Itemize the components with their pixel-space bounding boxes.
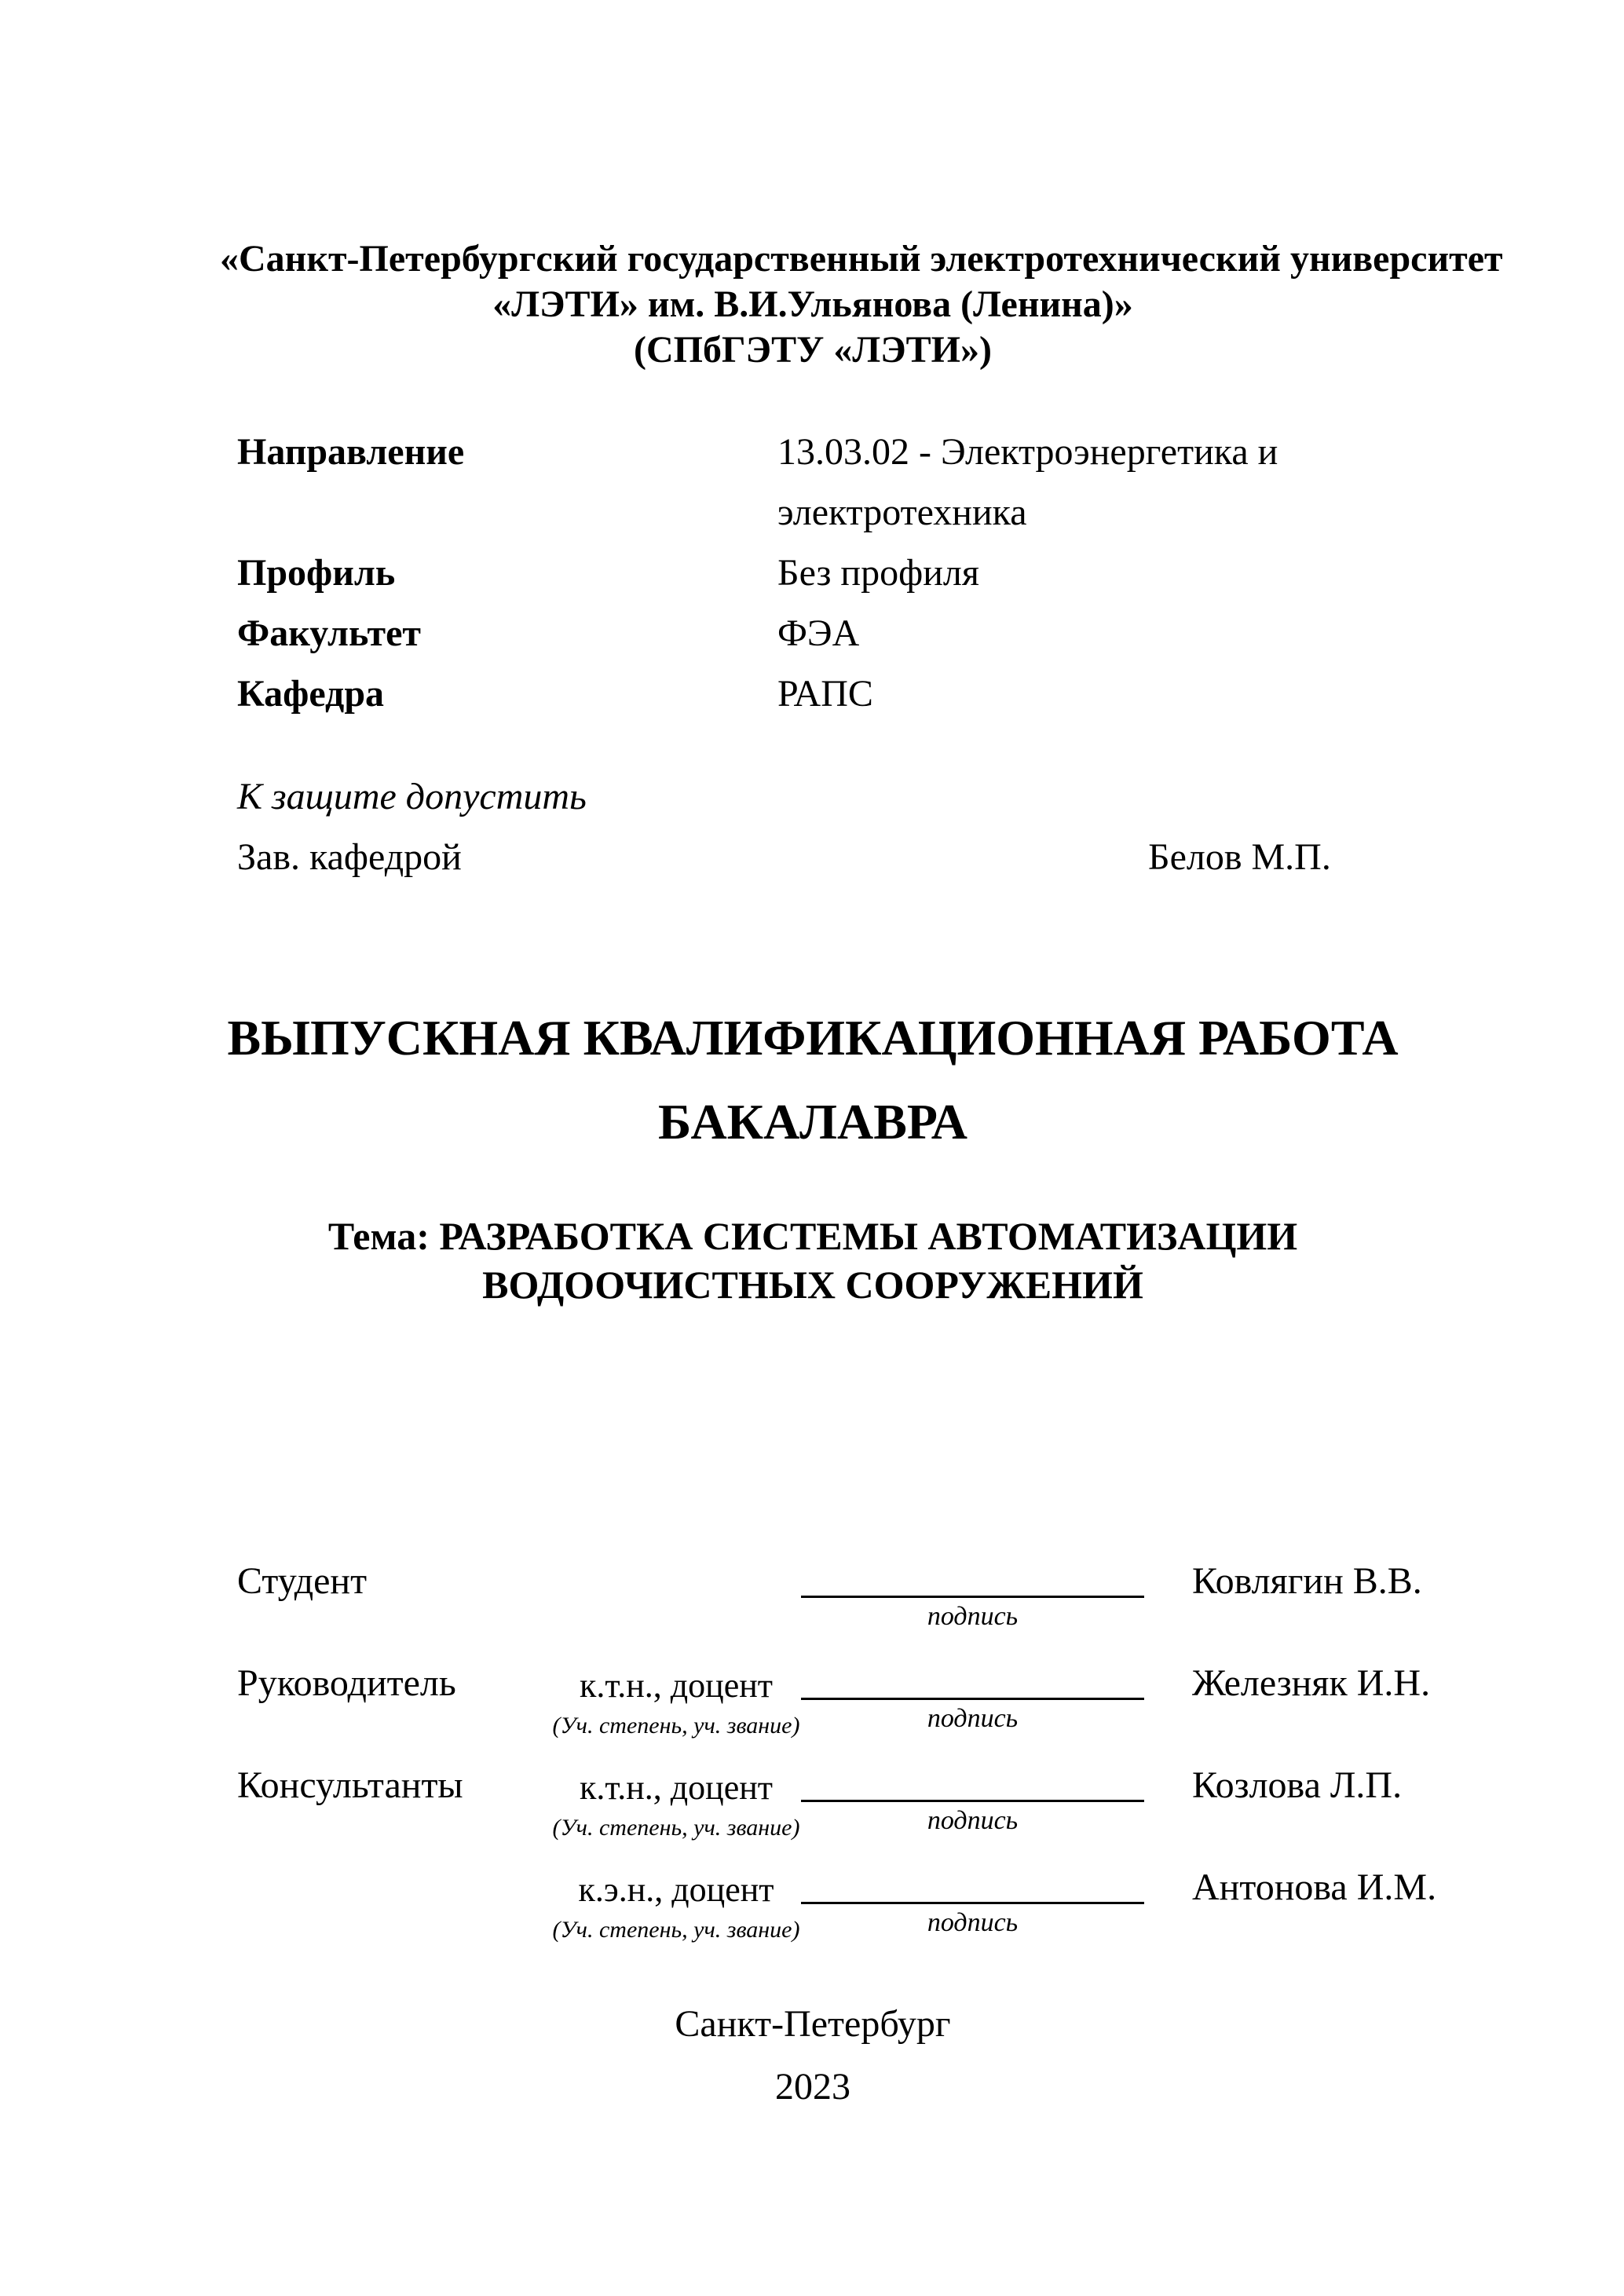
profile-label: Профиль xyxy=(237,552,396,594)
student-role-label: Студент xyxy=(237,1560,368,1602)
consultant1-degree-text: к.т.н., доцент xyxy=(579,1768,774,1807)
field-row-profile xyxy=(237,543,1392,603)
consultant2-name: Антонова И.М. xyxy=(1192,1866,1437,1908)
faculty-label: Факультет xyxy=(237,612,421,654)
footer-city: Санкт-Петербург xyxy=(675,2003,951,2045)
supervisor-degree-cell xyxy=(550,1667,803,1739)
consultant1-signature-caption: подпись xyxy=(927,1806,1019,1835)
work-title xyxy=(220,996,1406,1164)
consultant1-degree-cell xyxy=(550,1769,803,1841)
signature-row-consultant-1 xyxy=(237,1764,1403,1867)
consultant2-degree-text: к.э.н., доцент xyxy=(578,1870,774,1909)
admission-note: К защите допустить xyxy=(237,776,587,817)
direction-value: 13.03.02 - Электроэнергетика и электротехника xyxy=(777,431,1278,533)
student-signature-caption: подпись xyxy=(927,1602,1019,1631)
signature-row-supervisor xyxy=(237,1662,1431,1765)
student-name: Ковлягин В.В. xyxy=(1192,1560,1422,1602)
university-header xyxy=(220,236,1503,373)
consultant2-degree-note: (Уч. степень, уч. звание) xyxy=(552,1917,800,1943)
theme-line2: ВОДООЧИСТНЫХ СООРУЖЕНИЙ xyxy=(482,1263,1143,1307)
consultant2-signature-line xyxy=(801,1867,1144,1904)
consultant1-degree-note: (Уч. степень, уч. звание) xyxy=(552,1815,800,1841)
signature-block xyxy=(237,1560,1437,1969)
supervisor-signature-line xyxy=(801,1663,1144,1700)
supervisor-degree-note: (Уч. степень, уч. звание) xyxy=(552,1713,800,1738)
consultant2-signature-caption: подпись xyxy=(927,1908,1019,1937)
signature-row-consultant-2 xyxy=(237,1866,1437,1969)
supervisor-role-label: Руководитель xyxy=(237,1662,456,1704)
consultant1-signature-line xyxy=(801,1765,1144,1802)
head-of-department-label: Зав. кафедрой xyxy=(237,836,462,878)
university-abbreviation: (СПбГЭТУ «ЛЭТИ») xyxy=(634,329,992,371)
supervisor-signature-caption: подпись xyxy=(927,1704,1019,1733)
consultants-role-label: Консультанты xyxy=(237,1764,463,1806)
student-degree-cell xyxy=(550,1565,803,1573)
university-name-line2: «ЛЭТИ» им. В.И.Ульянова (Ленина)» xyxy=(492,283,1133,325)
theme-title xyxy=(220,1212,1406,1309)
field-row-faculty xyxy=(237,603,1392,664)
direction-label: Направление xyxy=(237,431,465,473)
faculty-value: ФЭА xyxy=(777,612,860,654)
signature-row-student xyxy=(237,1560,1422,1663)
footer-year: 2023 xyxy=(775,2066,850,2108)
field-row-direction xyxy=(237,422,1392,543)
supervisor-signature-field xyxy=(801,1663,1144,1734)
theme-line1: Тема: РАЗРАБОТКА СИСТЕМЫ АВТОМАТИЗАЦИИ xyxy=(327,1214,1298,1258)
work-title-line1: ВЫПУСКНАЯ КВАЛИФИКАЦИОННАЯ РАБОТА xyxy=(227,1010,1399,1066)
supervisor-name: Железняк И.Н. xyxy=(1192,1662,1431,1704)
student-signature-line xyxy=(801,1561,1144,1598)
admission-block xyxy=(237,766,1392,887)
consultant2-degree-cell xyxy=(550,1871,803,1943)
admission-row xyxy=(237,827,1392,887)
department-label: Кафедра xyxy=(237,673,385,715)
footer xyxy=(220,1993,1406,2119)
profile-value: Без профиля xyxy=(777,552,979,594)
university-name-line1: «Санкт-Петербургский государственный электротехнический университет xyxy=(220,238,1503,280)
department-value: РАПС xyxy=(777,673,873,715)
supervisor-degree-text: к.т.н., доцент xyxy=(579,1666,774,1705)
consultant1-signature-field xyxy=(801,1765,1144,1836)
consultant2-signature-field xyxy=(801,1867,1144,1938)
program-info xyxy=(237,422,1392,724)
student-signature-field xyxy=(801,1561,1144,1632)
head-of-department-name: Белов М.П. xyxy=(1148,836,1331,878)
field-row-department xyxy=(237,664,1392,724)
work-title-line2: БАКАЛАВРА xyxy=(657,1094,968,1150)
consultant1-name: Козлова Л.П. xyxy=(1192,1764,1403,1806)
